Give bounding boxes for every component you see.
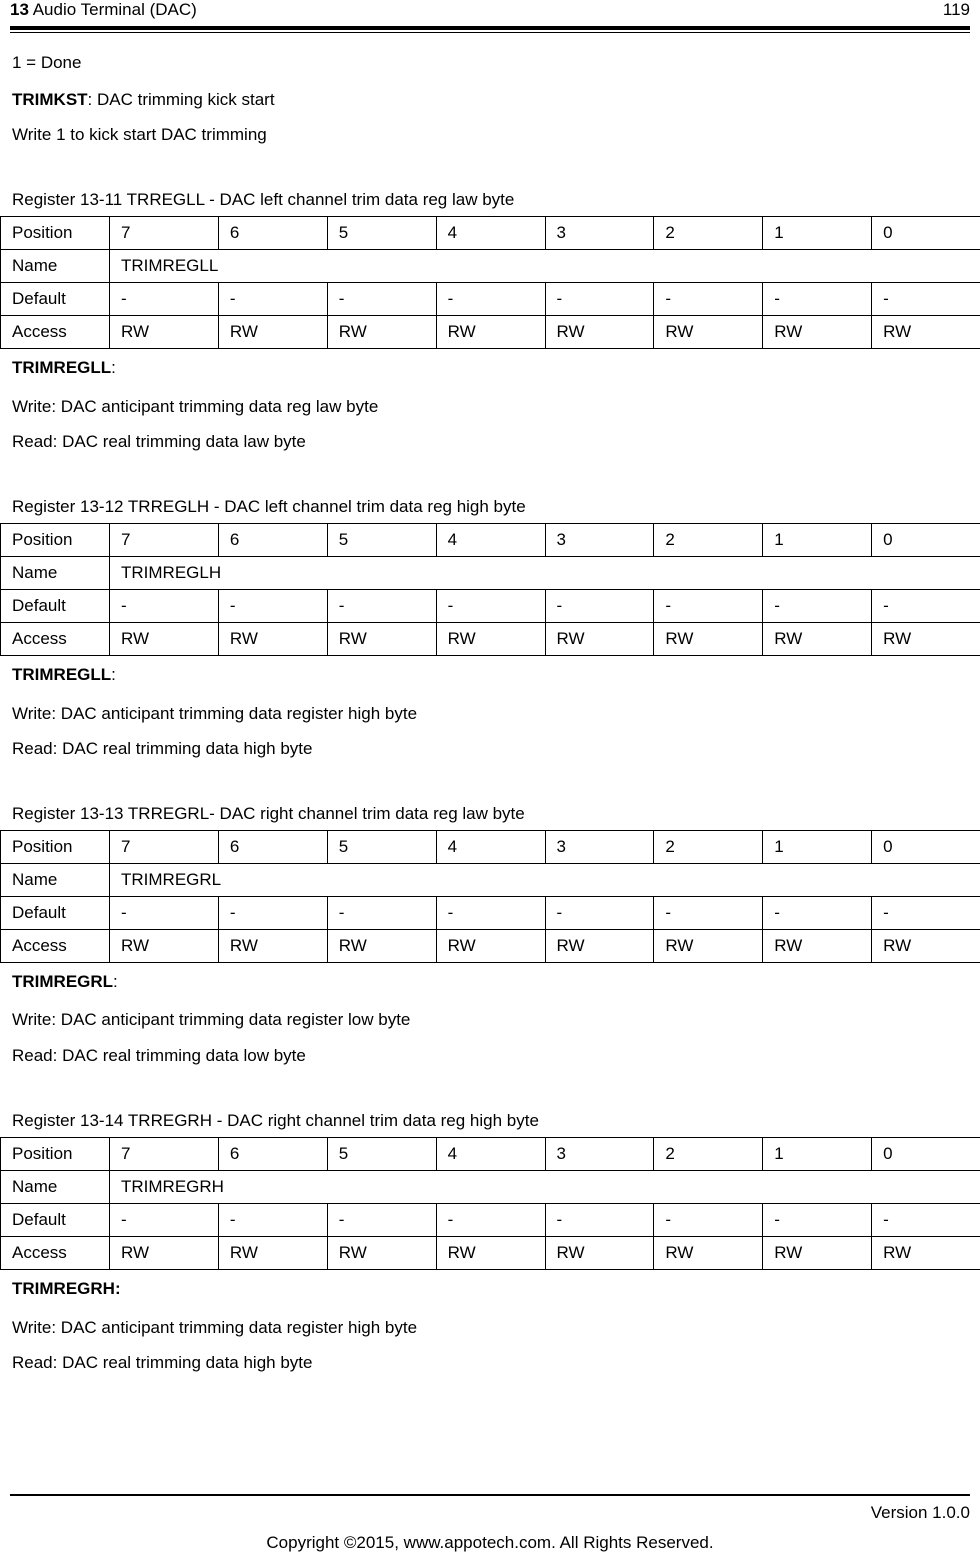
copyright-text: Copyright ©2015, www.appotech.com. All Rights Reserved. — [266, 1533, 714, 1552]
default-row-cell: - — [872, 897, 980, 930]
position-row-label: Position — [1, 217, 110, 250]
access-row-cell: RW — [327, 1237, 436, 1270]
register-caption: Register 13-14 TRREGRH - DAC right channel trim data reg high byte — [12, 1111, 539, 1130]
field-name: TRIMREGRL — [12, 972, 114, 991]
write-description: Write: DAC anticipant trimming data reg law byte — [12, 397, 379, 416]
name-row — [1, 1171, 980, 1204]
field-suffix: : — [111, 665, 116, 684]
access-row-cell: RW — [654, 623, 763, 656]
default-row-cell: - — [654, 590, 763, 623]
default-row-cell: - — [110, 590, 219, 623]
default-row-cell: - — [436, 283, 545, 316]
position-row-cell: 2 — [654, 524, 763, 557]
default-row-cell: - — [436, 1204, 545, 1237]
access-row-cell: RW — [872, 316, 980, 349]
position-row-cell: 7 — [110, 831, 219, 864]
position-row-cell: 2 — [654, 1138, 763, 1171]
position-row-cell: 0 — [872, 831, 980, 864]
position-row-cell: 6 — [218, 1138, 327, 1171]
position-row-cell: 6 — [218, 831, 327, 864]
default-row-cell: - — [218, 1204, 327, 1237]
default-row-cell: - — [218, 897, 327, 930]
default-row-cell: - — [545, 590, 654, 623]
access-row-cell: RW — [763, 623, 872, 656]
field-suffix: : — [113, 972, 118, 991]
position-row-cell: 0 — [872, 217, 980, 250]
chapter-title: Audio Terminal (DAC) — [32, 0, 197, 19]
access-row-cell: RW — [545, 316, 654, 349]
access-row — [1, 1237, 980, 1270]
position-row-cell: 6 — [218, 217, 327, 250]
field-suffix: : — [111, 358, 116, 377]
position-row-cell: 7 — [110, 524, 219, 557]
access-row-cell: RW — [654, 1237, 763, 1270]
default-row — [1, 283, 980, 316]
field-name: TRIMREGRH: — [12, 1279, 121, 1298]
position-row-cell: 1 — [763, 831, 872, 864]
default-row-cell: - — [327, 897, 436, 930]
access-row-cell: RW — [436, 1237, 545, 1270]
register-caption: Register 13-12 TRREGLH - DAC left channel trim data reg high byte — [12, 497, 526, 516]
position-row-label: Position — [1, 831, 110, 864]
access-row-cell: RW — [110, 930, 219, 963]
register-caption: Register 13-13 TRREGRL- DAC right channel trim data reg law byte — [12, 804, 525, 823]
name-row — [1, 557, 980, 590]
position-row-cell: 1 — [763, 524, 872, 557]
access-row-cell: RW — [436, 930, 545, 963]
position-row-cell: 3 — [545, 1138, 654, 1171]
access-row-cell: RW — [218, 1237, 327, 1270]
access-row-label: Access — [1, 316, 110, 349]
name-row-label: Name — [1, 1171, 110, 1204]
access-row-label: Access — [1, 930, 110, 963]
read-description: Read: DAC real trimming data low byte — [12, 1046, 306, 1065]
position-row-cell: 5 — [327, 217, 436, 250]
page-header — [0, 0, 980, 34]
position-row — [1, 1138, 980, 1171]
position-row — [1, 217, 980, 250]
default-row-cell: - — [436, 897, 545, 930]
default-row-cell: - — [327, 283, 436, 316]
done-text: 1 = Done — [12, 53, 82, 72]
footer-rule — [10, 1494, 970, 1496]
register-name-value: TRIMREGLH — [110, 557, 980, 590]
position-row-cell: 2 — [654, 217, 763, 250]
access-row-cell: RW — [872, 1237, 980, 1270]
access-row-cell: RW — [327, 930, 436, 963]
position-row-cell: 7 — [110, 1138, 219, 1171]
default-row-cell: - — [110, 1204, 219, 1237]
register-table — [0, 216, 980, 349]
default-row — [1, 897, 980, 930]
field-heading — [12, 665, 116, 685]
access-row — [1, 316, 980, 349]
default-row-cell: - — [763, 283, 872, 316]
chapter-number: 13 — [10, 0, 29, 19]
access-row-cell: RW — [436, 623, 545, 656]
position-row — [1, 524, 980, 557]
trimkst-name: TRIMKST — [12, 90, 88, 109]
default-row-cell: - — [327, 1204, 436, 1237]
trimkst-write: Write 1 to kick start DAC trimming — [12, 125, 267, 144]
register-name-value: TRIMREGRL — [110, 864, 980, 897]
default-row-cell: - — [110, 283, 219, 316]
default-row-cell: - — [872, 1204, 980, 1237]
access-row-cell: RW — [218, 623, 327, 656]
field-name: TRIMREGLL — [12, 665, 112, 684]
chapter-heading — [10, 0, 197, 20]
default-row-label: Default — [1, 590, 110, 623]
register-name-value: TRIMREGLL — [110, 250, 980, 283]
access-row-cell: RW — [110, 316, 219, 349]
default-row-cell: - — [545, 283, 654, 316]
read-description: Read: DAC real trimming data high byte — [12, 1353, 313, 1372]
position-row-cell: 3 — [545, 524, 654, 557]
access-row-label: Access — [1, 623, 110, 656]
access-row-label: Access — [1, 1237, 110, 1270]
write-description: Write: DAC anticipant trimming data register low byte — [12, 1010, 411, 1029]
position-row-cell: 5 — [327, 1138, 436, 1171]
read-description: Read: DAC real trimming data high byte — [12, 739, 313, 758]
default-row-cell: - — [872, 283, 980, 316]
access-row-cell: RW — [110, 1237, 219, 1270]
access-row-cell: RW — [872, 930, 980, 963]
default-row-cell: - — [654, 1204, 763, 1237]
default-row-cell: - — [872, 590, 980, 623]
field-name: TRIMREGLL — [12, 358, 112, 377]
trimkst-field — [12, 90, 275, 110]
register-caption: Register 13-11 TRREGLL - DAC left channel trim data reg law byte — [12, 190, 515, 209]
position-row-label: Position — [1, 1138, 110, 1171]
field-heading — [12, 358, 116, 378]
position-row-cell: 6 — [218, 524, 327, 557]
access-row-cell: RW — [545, 1237, 654, 1270]
position-row-cell: 5 — [327, 524, 436, 557]
name-row — [1, 250, 980, 283]
position-row-cell: 0 — [872, 524, 980, 557]
default-row-label: Default — [1, 1204, 110, 1237]
access-row — [1, 930, 980, 963]
name-row-label: Name — [1, 557, 110, 590]
default-row-cell: - — [654, 283, 763, 316]
access-row-cell: RW — [545, 623, 654, 656]
access-row-cell: RW — [110, 623, 219, 656]
access-row-cell: RW — [763, 1237, 872, 1270]
position-row-cell: 1 — [763, 1138, 872, 1171]
position-row-cell: 1 — [763, 217, 872, 250]
default-row-label: Default — [1, 897, 110, 930]
access-row-cell: RW — [218, 930, 327, 963]
position-row-cell: 0 — [872, 1138, 980, 1171]
register-table — [0, 523, 980, 656]
write-description: Write: DAC anticipant trimming data register high byte — [12, 1318, 418, 1337]
position-row-cell: 7 — [110, 217, 219, 250]
access-row-cell: RW — [763, 930, 872, 963]
position-row-cell: 3 — [545, 831, 654, 864]
trimkst-desc: : DAC trimming kick start — [87, 90, 275, 109]
access-row-cell: RW — [654, 930, 763, 963]
default-row-cell: - — [436, 590, 545, 623]
write-description: Write: DAC anticipant trimming data register high byte — [12, 704, 418, 723]
register-table — [0, 1137, 980, 1270]
field-heading — [12, 1279, 121, 1299]
default-row-label: Default — [1, 283, 110, 316]
access-row-cell: RW — [327, 316, 436, 349]
position-row-cell: 4 — [436, 217, 545, 250]
position-row-cell: 3 — [545, 217, 654, 250]
access-row-cell: RW — [872, 623, 980, 656]
page-number: 119 — [942, 0, 970, 19]
access-row-cell: RW — [545, 930, 654, 963]
name-row-label: Name — [1, 250, 110, 283]
default-row-cell: - — [545, 897, 654, 930]
default-row-cell: - — [545, 1204, 654, 1237]
default-row — [1, 590, 980, 623]
header-rule-thin — [10, 32, 970, 33]
default-row-cell: - — [327, 590, 436, 623]
default-row — [1, 1204, 980, 1237]
default-row-cell: - — [763, 897, 872, 930]
access-row-cell: RW — [327, 623, 436, 656]
access-row-cell: RW — [763, 316, 872, 349]
name-row — [1, 864, 980, 897]
access-row-cell: RW — [436, 316, 545, 349]
header-rule-thick — [10, 26, 970, 30]
default-row-cell: - — [218, 590, 327, 623]
access-row — [1, 623, 980, 656]
default-row-cell: - — [654, 897, 763, 930]
default-row-cell: - — [763, 590, 872, 623]
version-label: Version 1.0.0 — [870, 1503, 970, 1522]
access-row-cell: RW — [218, 316, 327, 349]
default-row-cell: - — [218, 283, 327, 316]
field-heading — [12, 972, 118, 992]
position-row-label: Position — [1, 524, 110, 557]
position-row — [1, 831, 980, 864]
default-row-cell: - — [763, 1204, 872, 1237]
position-row-cell: 4 — [436, 831, 545, 864]
register-name-value: TRIMREGRH — [110, 1171, 980, 1204]
position-row-cell: 2 — [654, 831, 763, 864]
read-description: Read: DAC real trimming data law byte — [12, 432, 306, 451]
default-row-cell: - — [110, 897, 219, 930]
position-row-cell: 5 — [327, 831, 436, 864]
access-row-cell: RW — [654, 316, 763, 349]
register-table — [0, 830, 980, 963]
position-row-cell: 4 — [436, 524, 545, 557]
position-row-cell: 4 — [436, 1138, 545, 1171]
name-row-label: Name — [1, 864, 110, 897]
